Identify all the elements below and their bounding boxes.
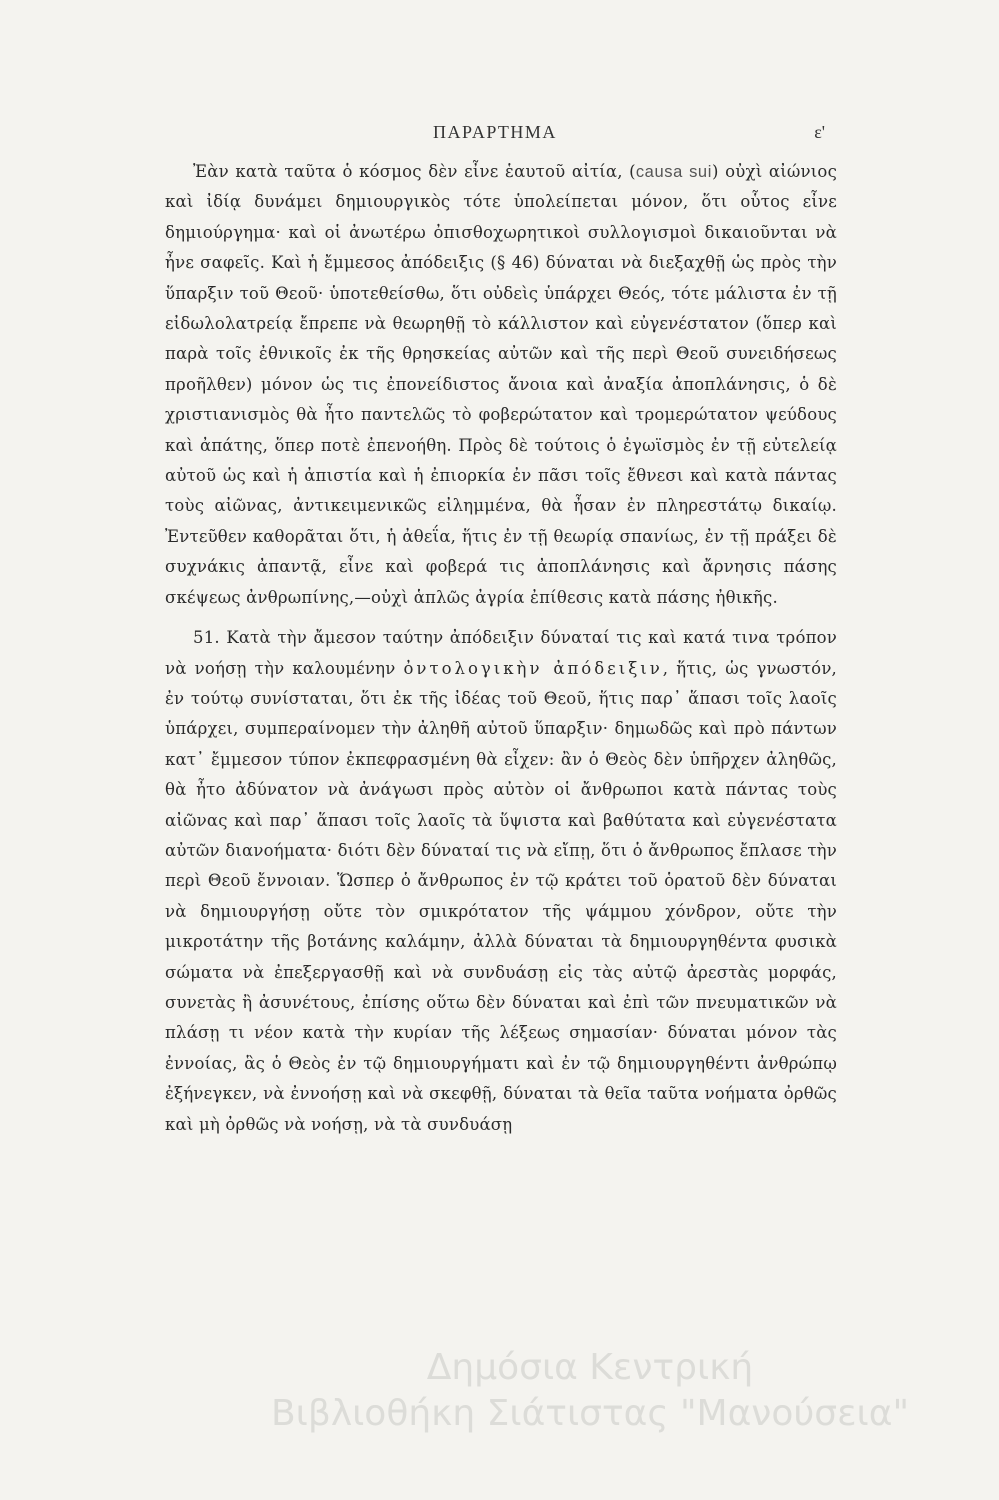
watermark-line-2: Βιβλιοθήκη Σιάτιστας "Μανούσεια" (270, 1393, 910, 1434)
paragraph-2-part-a: 51. Κατὰ τὴν ἄμεσον ταύτην ἀπόδειξιν δύναταί τις καὶ κατά τινα τρόπον νὰ νοήσῃ τὴν καλουμένην (165, 628, 837, 678)
paragraph-1-part-a: Ἐὰν κατὰ ταῦτα ὁ κόσμος δὲν εἶνε ἑαυτοῦ αἰτία, ( (193, 162, 636, 181)
body-text (165, 157, 837, 1140)
paragraph-1-part-b: ) οὐχὶ αἰώνιος καὶ ἰδίᾳ δυνάμει δημιουργικὸς τότε ὑπολείπεται μόνον, ὅτι οὗτος εἶνε δημιούργημα· καὶ οἱ ἀνωτέρω ὀπισθοχωρητικοὶ συλλογισμοὶ δικαιοῦνται νὰ ἦνε σαφεῖς. Καὶ ἡ ἔμμεσος ἀπόδειξις (§ 46) δύναται νὰ διεξαχθῇ ὡς πρὸς τὴν ὕπαρξιν τοῦ Θεοῦ· ὑποτεθείσθω, ὅτι οὐδεὶς ὑπάρχει Θεός, τότε μάλιστα ἐν τῇ εἰδωλολατρείᾳ ἔπρεπε νὰ θεωρηθῇ τὸ κάλλιστον καὶ εὐγενέστατον (ὅπερ καὶ παρὰ τοῖς ἐθνικοῖς ἐκ τῆς θρησκείας αὐτῶν καὶ τῆς περὶ Θεοῦ συνειδήσεως προῆλθεν) μόνον ὡς τις ἐπονείδιστος ἄνοια καὶ ἀναξία ἀποπλάνησις, ὁ δὲ χριστιανισμὸς θὰ ἦτο παντελῶς τὸ φοβερώτατον καὶ τρομερώτατον ψεύδους καὶ ἀπάτης, ὅπερ ποτὲ ἐπενοήθη. Πρὸς δὲ τούτοις ὁ ἐγωϊσμὸς ἐν τῇ εὐτελείᾳ αὐτοῦ ὡς καὶ ἡ ἀπιστία καὶ ἡ ἐπιορκία ἐν πᾶσι τοῖς ἔθνεσι καὶ κατὰ πάντας τοὺς αἰῶνας, ἀντικειμενικῶς εἰλημμένα, θὰ ἦσαν ἐν πληρεστάτῳ δικαίῳ. Ἐντεῦθεν καθορᾶται ὅτι, ἡ ἀθεΐα, ἥτις ἐν τῇ θεωρίᾳ σπανίως, ἐν τῇ πράξει δὲ συχνάκις ἀπαντᾷ, εἶνε καὶ φοβερά τις ἀποπλάνησις καὶ ἄρνησις πάσης σκέψεως ἀνθρωπίνης,—οὐχὶ ἁπλῶς ἀγρία ἐπίθεσις κατὰ πάσης ἠθικῆς. (165, 162, 838, 607)
spaced-emphasis: ὀντολογικὴν ἀπόδειξιν (403, 658, 663, 678)
watermark-line-1: Δημόσια Κεντρική (426, 1347, 754, 1388)
running-title: ΠΑΡΑΡΤΗΜΑ (433, 122, 557, 142)
page-header (165, 122, 825, 146)
paragraph-1 (165, 157, 837, 613)
paragraph-2-part-b: , ἥτις, ὡς γνωστόν, ἐν τούτῳ συνίσταται, ὅτι ἐκ τῆς ἰδέας τοῦ Θεοῦ, ἥτις παρ᾽ ἅπασι τοῖς λαοῖς ὑπάρχει, συμπεραίνομεν τὴν ἀληθῆ αὐτοῦ ὕπαρξιν· δημωδῶς καὶ πρὸ πάντων κατ᾽ ἔμμεσον τύπον ἐκπεφρασμένη θὰ εἶχεν: ἂν ὁ Θεὸς δὲν ὑπῆρχεν ἀληθῶς, θὰ ἦτο ἀδύνατον νὰ ἀνάγωσι πρὸς αὐτὸν οἱ ἄνθρωποι κατὰ πάντας τοὺς αἰῶνας καὶ παρ᾽ ἅπασι τοῖς λαοῖς τὰ ὕψιστα καὶ βαθύτατα καὶ εὐγενέστατα αὐτῶν διανοήματα· διότι δὲν δύναταί τις νὰ εἴπῃ, ὅτι ὁ ἄνθρωπος ἔπλασε τὴν περὶ Θεοῦ ἔννοιαν. Ὥσπερ ὁ ἄνθρωπος ἐν τῷ κράτει τοῦ ὁρατοῦ δὲν δύναται νὰ δημιουργήσῃ οὔτε τὸν σμικρότατον τῆς ψάμμου χόνδρον, οὔτε τὴν μικροτάτην τῆς βοτάνης καλάμην, ἀλλὰ δύναται τὰ δημιουργηθέντα φυσικὰ σώματα νὰ ἐπεξεργασθῇ καὶ νὰ συνδυάσῃ εἰς τὰς αὐτῷ ἀρεστὰς μορφάς, συνετὰς ἢ ἀσυνέτους, ἐπίσης οὕτω δὲν δύναται καὶ ἐπὶ τῶν πνευματικῶν νὰ πλάσῃ τι νέον κατὰ τὴν κυρίαν τῆς λέξεως σημασίαν· δύναται μόνον τὰς ἐννοίας, ἃς ὁ Θεὸς ἐν τῷ δημιουργήματι καὶ ἐν τῷ δημιουργηθέντι ἀνθρώπῳ ἐξήνεγκεν, νὰ ἐννοήσῃ καὶ νὰ σκεφθῇ, δύναται τὰ θεῖα ταῦτα νοήματα ὀρθῶς καὶ μὴ ὀρθῶς νὰ νοήσῃ, νὰ τὰ συνδυάσῃ (165, 658, 837, 1134)
latin-phrase: causa sui (635, 163, 712, 181)
library-watermark (230, 1345, 950, 1437)
page-number: ε' (814, 122, 825, 142)
paragraph-2 (165, 623, 837, 1140)
